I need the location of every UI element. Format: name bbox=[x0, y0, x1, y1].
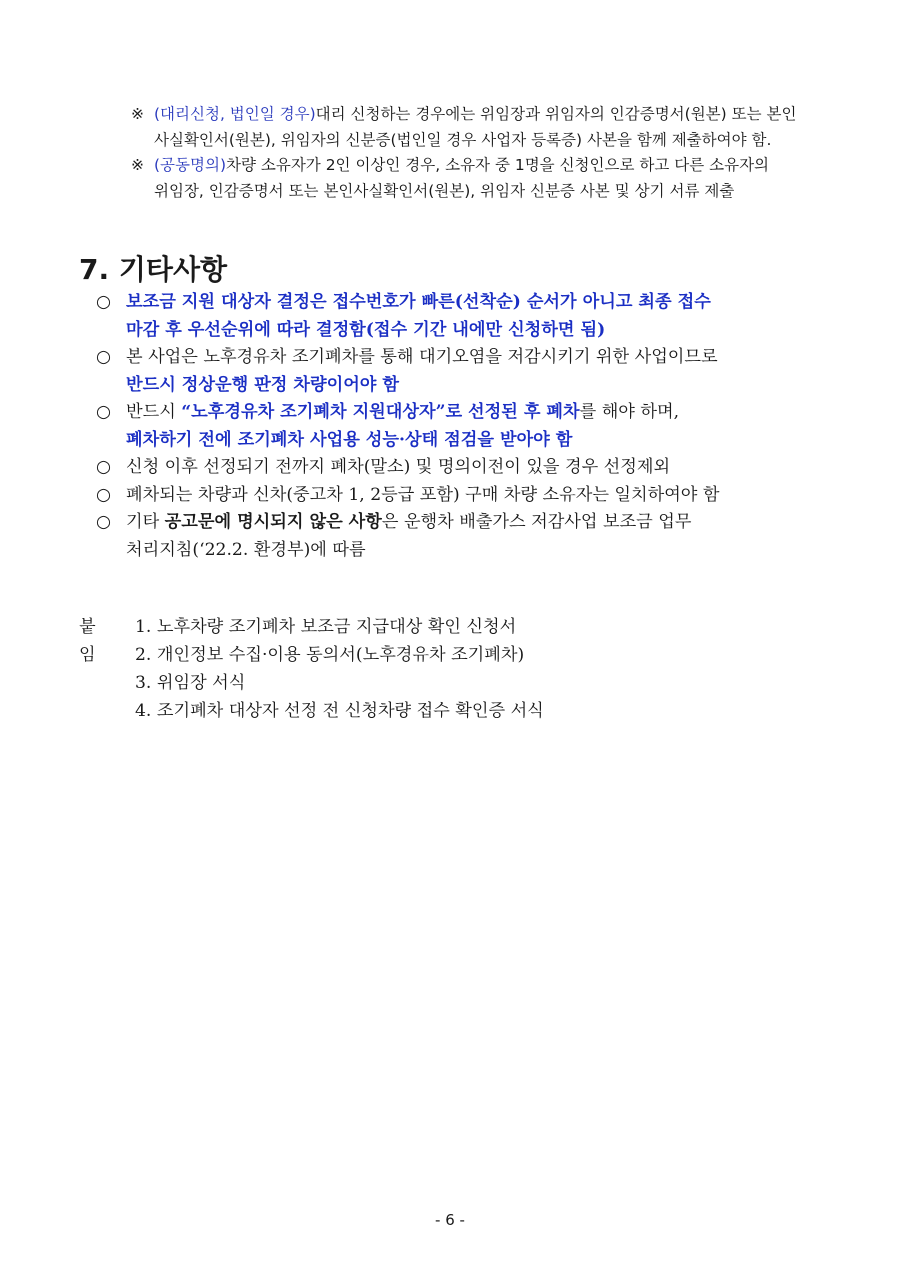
note-tag: (공동명의) bbox=[154, 156, 226, 174]
circle-bullet-icon: ○ bbox=[96, 347, 111, 367]
list-item bbox=[96, 454, 836, 482]
item-highlight: 반드시 정상운행 판정 차량이어야 함 bbox=[126, 374, 399, 395]
circle-bullet-icon: ○ bbox=[96, 457, 111, 477]
item-text: 폐차되는 차량과 신차(중고차 1, 2등급 포함) 구매 차량 소유자는 일치하여야 함 bbox=[126, 484, 720, 505]
item-text: 은 운행차 배출가스 저감사업 보조금 업무 bbox=[381, 512, 692, 532]
list-item bbox=[96, 482, 836, 510]
attachments-list bbox=[135, 613, 735, 725]
list-item bbox=[96, 509, 836, 564]
attachment-item: 3. 위임장 서식 bbox=[135, 673, 246, 693]
list-item bbox=[96, 399, 836, 454]
item-text: 본 사업은 노후경유차 조기폐차를 통해 대기오염을 저감시키기 위한 사업이므로 bbox=[126, 347, 718, 367]
attachments-label: 붙임 bbox=[79, 617, 96, 665]
note-text-continued: 사실확인서(원본), 위임자의 신분증(법인일 경우 사업자 등록증) 사본을 함께 제출하여야 함. bbox=[154, 130, 772, 149]
item-text: 기타 bbox=[126, 512, 165, 532]
other-matters-list bbox=[96, 289, 836, 564]
item-highlight-continued: 마감 후 우선순위에 따라 결정함(접수 기간 내에만 신청하면 됨) bbox=[126, 319, 606, 340]
reference-mark: ※ bbox=[131, 105, 144, 123]
list-item bbox=[96, 289, 836, 344]
item-highlight-continued: 폐차하기 전에 조기폐차 사업용 성능·상태 점검을 받아야 함 bbox=[126, 429, 573, 450]
item-text: 반드시 bbox=[126, 402, 182, 422]
section-title: 7. 기타사항 bbox=[79, 253, 228, 286]
circle-bullet-icon: ○ bbox=[96, 402, 111, 422]
note-joint-ownership bbox=[131, 153, 831, 204]
page-number: - 6 - bbox=[435, 1211, 465, 1229]
attachment-item: 1. 노후차량 조기폐차 보조금 지급대상 확인 신청서 bbox=[135, 617, 517, 637]
attachment-item: 2. 개인정보 수집·이용 동의서(노후경유차 조기폐차) bbox=[135, 645, 525, 665]
circle-bullet-icon: ○ bbox=[96, 512, 111, 532]
item-text-continued: 처리지침(‘22.2. 환경부)에 따름 bbox=[126, 539, 366, 560]
list-item bbox=[96, 344, 836, 399]
note-proxy-application bbox=[131, 102, 831, 153]
item-text: 신청 이후 선정되기 전까지 폐차(말소) 및 명의이전이 있을 경우 선정제외 bbox=[126, 457, 671, 477]
item-highlight: “노후경유차 조기폐차 지원대상자”로 선정된 후 폐차 bbox=[181, 402, 580, 422]
note-text-continued: 위임장, 인감증명서 또는 본인사실확인서(원본), 위임자 신분증 사본 및 상기 서류 제출 bbox=[154, 181, 735, 200]
circle-bullet-icon: ○ bbox=[96, 484, 111, 505]
notes-block bbox=[131, 102, 831, 204]
item-bold: 공고문에 명시되지 않은 사항 bbox=[164, 512, 382, 532]
attachment-item: 4. 조기폐차 대상자 선정 전 신청차량 접수 확인증 서식 bbox=[135, 701, 544, 721]
note-text: 차량 소유자가 2인 이상인 경우, 소유자 중 1명을 신청인으로 하고 다른 소유자의 bbox=[226, 156, 770, 174]
reference-mark: ※ bbox=[131, 156, 144, 174]
item-text: 를 해야 하며, bbox=[579, 402, 680, 422]
note-text: 대리 신청하는 경우에는 위임장과 위임자의 인감증명서(원본) 또는 본인 bbox=[315, 105, 797, 123]
circle-bullet-icon: ○ bbox=[96, 292, 111, 312]
item-highlight: 보조금 지원 대상자 결정은 접수번호가 빠른(선착순) 순서가 아니고 최종 접수 bbox=[126, 292, 711, 312]
note-tag: (대리신청, 법인일 경우) bbox=[154, 105, 316, 123]
